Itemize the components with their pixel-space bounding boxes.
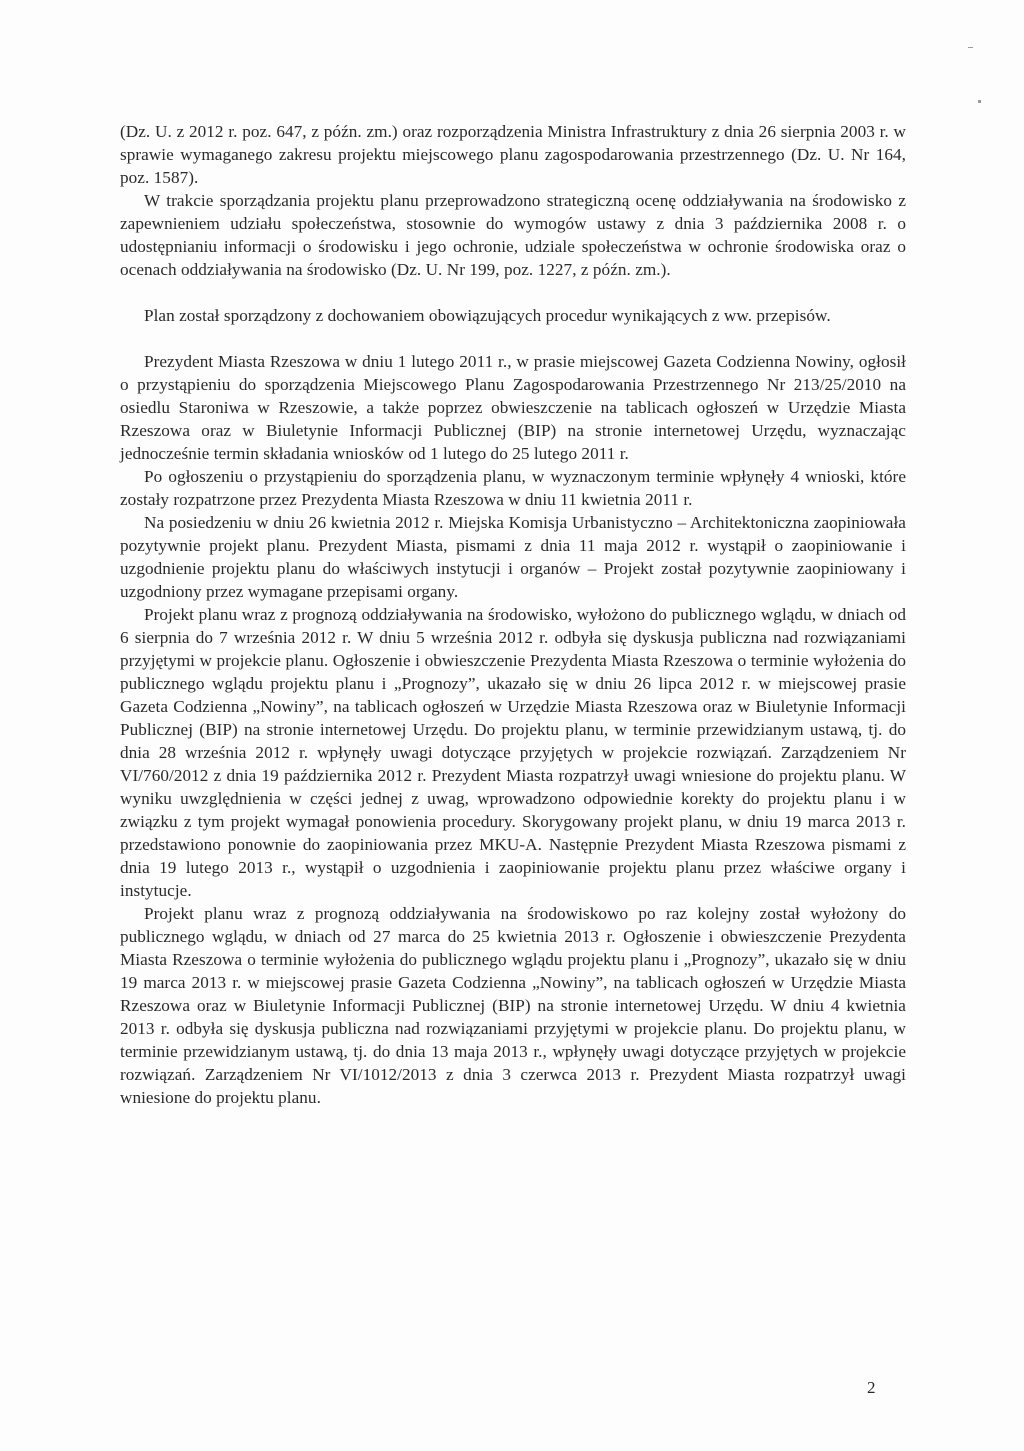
paragraph-commission-opinion: Na posiedzeniu w dniu 26 kwietnia 2012 r. Miejska Komisja Urbanistyczno – Architektoniczna zaopiniowała pozytywnie projekt planu. Prezydent Miasta, pismami z dnia 11 maja 2012 r. wystąpił o zaopiniowanie i uzgodnienie projektu planu do właściwych instytucji i organów – Projekt został pozytywnie zaopiniowany i uzgodniony przez wymagane przepisami organy.: [120, 513, 906, 601]
scan-speck: [968, 47, 973, 48]
paragraph-announcement: Prezydent Miasta Rzeszowa w dniu 1 lutego 2011 r., w prasie miejscowej Gazeta Codzienna Nowiny, ogłosił o przystąpieniu do sporządzenia Miejscowego Planu Zagospodarowania Przestrzennego Nr 213/25/2010 na osiedlu Staroniwa w Rzeszowie, a także poprzez obwieszczenie na tablicach ogłoszeń w Urzędzie Miasta Rzeszowa oraz w Biuletynie Informacji Publicznej (BIP) na stronie internetowej Urzędu, wyznaczając jednocześnie termin składania wniosków od 1 lutego do 25 lutego 2011 r.: [120, 352, 906, 463]
paragraph-second-public-display: Projekt planu wraz z prognozą oddziaływania na środowiskowo po raz kolejny został wyłożony do publicznego wglądu, w dniach od 27 marca do 25 kwietnia 2013 r. Ogłoszenie i obwieszczenie Prezydenta Miasta Rzeszowa o terminie wyłożenia do publicznego wglądu projektu planu i „Prognozy”, ukazało się w dniu 19 marca 2013 r. w miejscowej prasie Gazeta Codzienna „Nowiny”, na tablicach ogłoszeń w Urzędzie Miasta Rzeszowa oraz w Biuletynie Informacji Publicznej (BIP) na stronie internetowej Urzędu. W dniu 4 kwietnia 2013 r. odbyła się dyskusja publiczna nad rozwiązaniami przyjętymi w projekcie planu. Do projektu planu, w terminie przewidzianym ustawą, tj. do dnia 13 maja 2013 r., wpłynęły uwagi dotyczące przyjętych w projekcie rozwiązań. Zarządzeniem Nr VI/1012/2013 z dnia 3 czerwca 2013 r. Prezydent Miasta rozpatrzył uwagi wniesione do projektu planu.: [120, 904, 906, 1107]
paragraph-environmental-assessment: W trakcie sporządzania projektu planu przeprowadzono strategiczną ocenę oddziaływania na środowisko z zapewnieniem udziału społeczeństwa, stosownie do wymogów ustawy z dnia 3 października 2008 r. o udostępnianiu informacji o środowisku i jego ochronie, udziale społeczeństwa w ochronie środowiska oraz o ocenach oddziaływania na środowisko (Dz. U. Nr 199, poz. 1227, z późn. zm.).: [120, 191, 906, 279]
body-text: [120, 120, 906, 1109]
paragraph-applications: Po ogłoszeniu o przystąpieniu do sporządzenia planu, w wyznaczonym terminie wpłynęły 4 wnioski, które zostały rozpatrzone przez Prezydenta Miasta Rzeszowa w dniu 11 kwietnia 2011 r.: [120, 467, 906, 509]
scan-speck: [978, 100, 981, 103]
paragraph-first-public-display: Projekt planu wraz z prognozą oddziaływania na środowisko, wyłożono do publicznego wglądu, w dniach od 6 sierpnia do 7 września 2012 r. W dniu 5 września 2012 r. odbyła się dyskusja publiczna nad rozwiązaniami przyjętymi w projekcie planu. Ogłoszenie i obwieszczenie Prezydenta Miasta Rzeszowa o terminie wyłożenia do publicznego wglądu projektu planu i „Prognozy”, ukazało się w dniu 26 lipca 2012 r. w miejscowej prasie Gazeta Codzienna „Nowiny”, na tablicach ogłoszeń w Urzędzie Miasta Rzeszowa oraz w Biuletynie Informacji Publicznej (BIP) na stronie internetowej Urzędu. Do projektu planu, w terminie przewidzianym ustawą, tj. do dnia 28 września 2012 r. wpłynęły uwagi dotyczące przyjętych w projekcie rozwiązań. Zarządzeniem Nr VI/760/2012 z dnia 19 października 2012 r. Prezydent Miasta rozpatrzył uwagi wniesione do projektu planu. W wyniku uwzględnienia w części jednej z uwag, wprowadzono odpowiednie korekty do projektu planu i w związku z tym projekt wymagał ponowienia procedury. Skorygowany projekt planu, w dniu 19 marca 2013 r. przedstawiono ponownie do zaopiniowania przez MKU-A. Następnie Prezydent Miasta Rzeszowa pismami z dnia 19 lutego 2013 r., wystąpił o uzgodnienia i zaopiniowanie projektu planu przez właściwe organy i instytucje.: [120, 605, 906, 900]
paragraph-procedure-compliance: Plan został sporządzony z dochowaniem obowiązujących procedur wynikających z ww. przepisów.: [144, 306, 831, 325]
paragraph-legal-basis: (Dz. U. z 2012 r. poz. 647, z późn. zm.) oraz rozporządzenia Ministra Infrastruktury z dnia 26 sierpnia 2003 r. w sprawie wymaganego zakresu projektu miejscowego planu zagospodarowania przestrzennego (Dz. U. Nr 164, poz. 1587).: [120, 122, 906, 187]
page-number: 2: [867, 1378, 876, 1397]
